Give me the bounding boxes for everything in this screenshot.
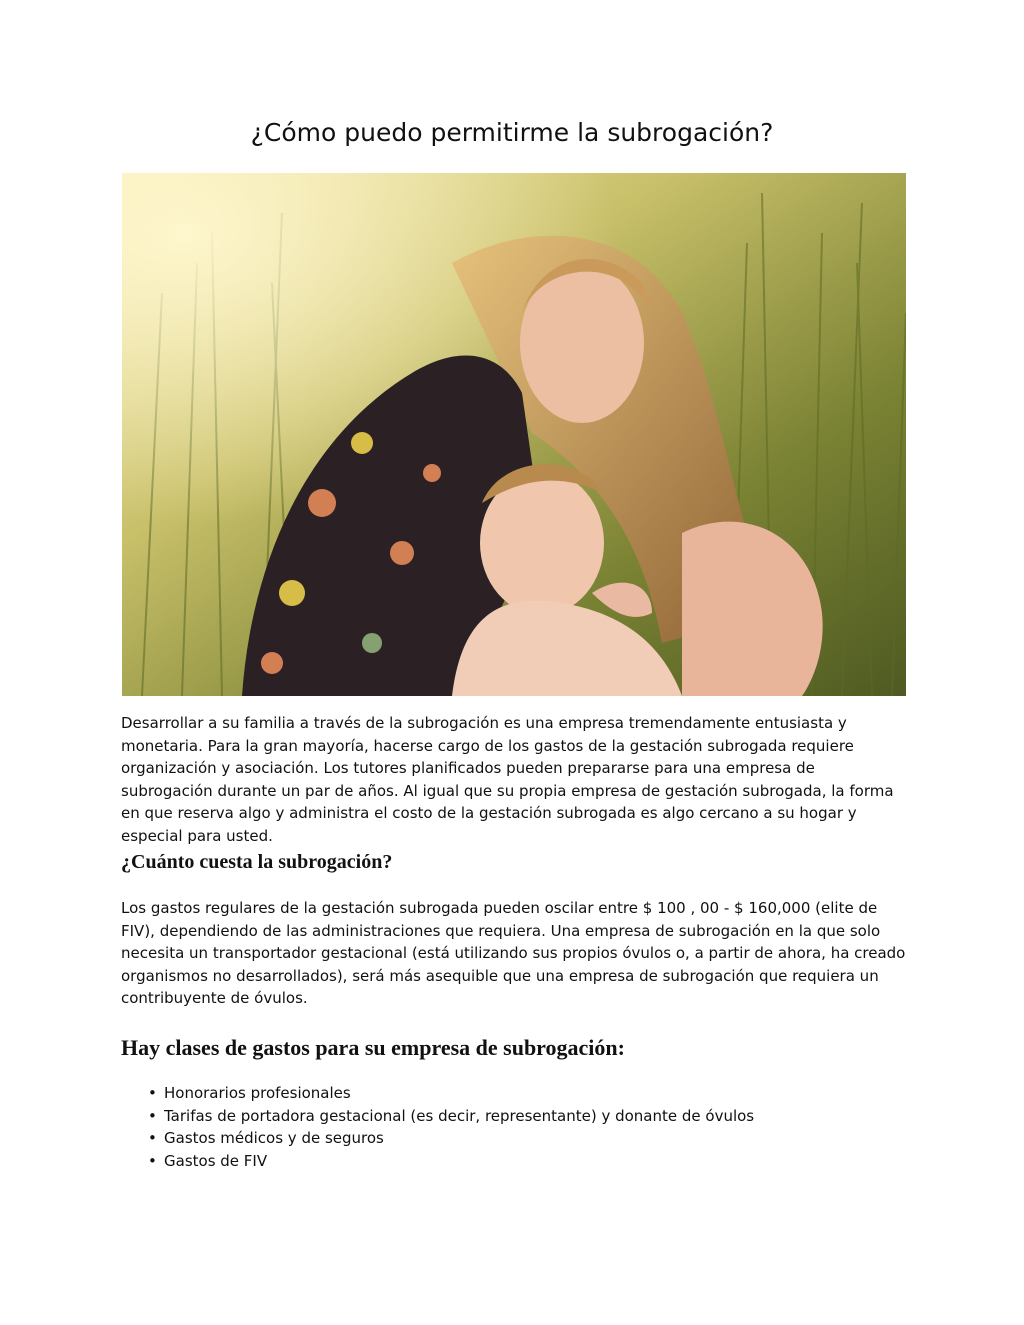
list-item (148, 1105, 754, 1128)
page-title: ¿Cómo puedo permitirme la subrogación? (250, 118, 774, 147)
list-item (148, 1150, 754, 1173)
bullet-marker: • (148, 1129, 157, 1147)
list-item (148, 1127, 754, 1150)
bullet-marker: • (148, 1084, 157, 1102)
hero-photo-mother-and-baby (122, 173, 906, 696)
list-item (148, 1082, 754, 1105)
bullet-marker: • (148, 1151, 157, 1170)
expense-classes-heading: Hay clases de gastos para su empresa de subrogación: (121, 1035, 625, 1060)
bullet-marker: • (148, 1106, 157, 1125)
expense-classes-list (148, 1082, 754, 1172)
list-item-text: Honorarios profesionales (164, 1084, 351, 1102)
list-item-text: Gastos médicos y de seguros (164, 1129, 384, 1147)
intro-paragraph: Desarrollar a su familia a través de la subrogación es una empresa tremendamente entusiasta y monetaria. Para la gran mayoría, hacerse cargo de los gastos de la gestación subrogada requiere organización y asociación. Los tutores planificados pueden prepararse para una empresa de subrogación durante un par de años. Al igual que su propia empresa de gestación subrogada, la forma en que reserva algo y administra el costo de la gestación subrogada es algo cercano a su hogar y especial para usted. (121, 714, 894, 845)
list-item-text: Gastos de FIV (164, 1151, 268, 1170)
list-item-text: Tarifas de portadora gestacional (es decir, representante) y donante de óvulos (164, 1106, 755, 1125)
cost-section-heading: ¿Cuánto cuesta la subrogación? (121, 851, 393, 873)
cost-section-paragraph: Los gastos regulares de la gestación subrogada pueden oscilar entre $ 100 , 00 - $ 160,000 (elite de FIV), dependiendo de las administraciones que requiera. Una empresa de subrogación en la que solo necesita un transportador gestacional (está utilizando sus propios óvulos o, a partir de ahora, ha creado organismos no desarrollados), será más asequible que una empresa de subrogación que requiera un contribuyente de óvulos. (121, 899, 906, 1007)
